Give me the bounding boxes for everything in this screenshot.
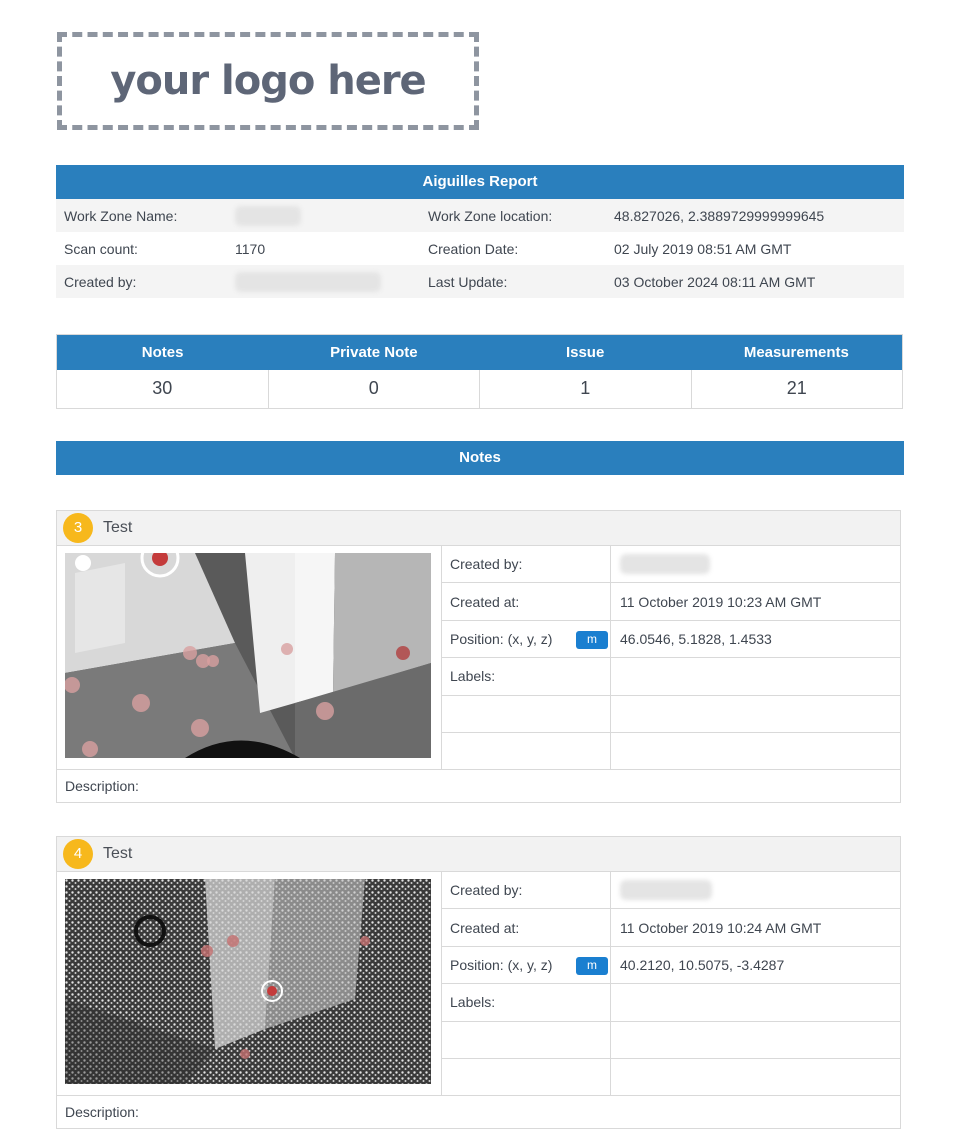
note-number-badge: 4 xyxy=(63,839,93,869)
stats-header: Notes xyxy=(141,344,184,361)
position-value: 40.2120, 10.5075, -3.4287 xyxy=(620,956,785,973)
position-label: Position: (x, y, z) xyxy=(450,956,553,973)
unit-badge[interactable]: m xyxy=(576,957,608,975)
field-label xyxy=(442,621,611,657)
info-label: Created by: xyxy=(64,273,137,290)
report-title: Aiguilles Report xyxy=(56,165,904,199)
position-label: Position: (x, y, z) xyxy=(450,630,553,647)
info-row-work-zone xyxy=(56,199,904,232)
note-details-table xyxy=(441,872,900,1095)
logo-text: your logo here xyxy=(110,58,426,104)
note-number-badge: 3 xyxy=(63,513,93,543)
field-label: Created by: xyxy=(442,872,611,908)
note-header xyxy=(57,511,900,546)
note-scan-image[interactable] xyxy=(57,546,441,769)
stats-value-row xyxy=(57,370,902,408)
info-row-created-by xyxy=(56,265,904,298)
info-value: 1170 xyxy=(235,240,266,257)
note-empty-row xyxy=(442,733,900,770)
field-label-empty xyxy=(442,1059,611,1096)
info-label: Work Zone location: xyxy=(428,207,553,224)
logo-placeholder xyxy=(57,32,479,130)
unit-badge[interactable]: m xyxy=(576,631,608,649)
note-empty-row xyxy=(442,696,900,733)
note-header xyxy=(57,837,900,872)
note-empty-row xyxy=(442,1059,900,1096)
info-value: 48.827026, 2.3889729999999645 xyxy=(614,207,825,224)
scan-image-hallway xyxy=(65,553,431,758)
note-created-at-row xyxy=(442,583,900,620)
note-card xyxy=(56,510,901,803)
note-empty-row xyxy=(442,1022,900,1059)
redacted-value xyxy=(235,272,381,292)
report-info-table xyxy=(56,165,904,298)
note-description: Description: xyxy=(65,1104,139,1120)
position-value: 46.0546, 5.1828, 1.4533 xyxy=(620,630,772,647)
redacted-value xyxy=(235,206,301,226)
notes-section-title: Notes xyxy=(56,441,904,475)
created-by-value xyxy=(611,554,900,574)
info-value: 02 July 2019 08:51 AM GMT xyxy=(614,240,792,257)
note-body xyxy=(57,872,900,1096)
stats-header: Measurements xyxy=(743,344,849,361)
field-label: Labels: xyxy=(442,658,611,694)
field-label: Created at: xyxy=(442,583,611,619)
work-zone-name-value xyxy=(226,206,428,226)
info-label: Creation Date: xyxy=(428,240,519,257)
note-title: Test xyxy=(103,519,133,536)
note-details-table xyxy=(441,546,900,769)
stats-value: 21 xyxy=(786,378,807,398)
info-label: Scan count: xyxy=(64,240,138,257)
stats-header: Issue xyxy=(565,344,605,361)
stats-header: Private Note xyxy=(330,344,418,361)
field-label: Created at: xyxy=(442,909,611,945)
note-title: Test xyxy=(103,845,133,862)
report-rows xyxy=(56,199,904,298)
note-created-by-row xyxy=(442,872,900,909)
info-value: 03 October 2024 08:11 AM GMT xyxy=(614,273,816,290)
note-body xyxy=(57,546,900,770)
redacted-value xyxy=(620,554,710,574)
info-row-scan-count xyxy=(56,232,904,265)
note-card xyxy=(56,836,901,1129)
created-at-value: 11 October 2019 10:23 AM GMT xyxy=(620,593,822,610)
scan-image-pointcloud xyxy=(65,879,431,1084)
note-labels-row xyxy=(442,984,900,1021)
created-at-value: 11 October 2019 10:24 AM GMT xyxy=(620,919,822,936)
stats-value: 1 xyxy=(480,370,692,408)
stats-header-row xyxy=(57,335,902,370)
field-label xyxy=(442,947,611,983)
note-position-row xyxy=(442,947,900,984)
created-by-value xyxy=(611,880,900,900)
note-created-at-row xyxy=(442,909,900,946)
redacted-value xyxy=(620,880,712,900)
stats-value: 30 xyxy=(57,370,269,408)
field-label: Labels: xyxy=(442,984,611,1020)
note-created-by-row xyxy=(442,546,900,583)
note-position-row xyxy=(442,621,900,658)
field-label-empty xyxy=(442,733,611,770)
stats-table xyxy=(56,334,903,409)
info-label: Last Update: xyxy=(428,273,508,290)
field-label: Created by: xyxy=(442,546,611,582)
note-description: Description: xyxy=(65,778,139,794)
note-labels-row xyxy=(442,658,900,695)
stats-value: 0 xyxy=(269,370,481,408)
note-scan-image[interactable] xyxy=(57,872,441,1095)
created-by-value xyxy=(226,272,428,292)
field-label-empty xyxy=(442,1022,611,1058)
info-label: Work Zone Name: xyxy=(64,207,178,224)
field-label-empty xyxy=(442,696,611,732)
